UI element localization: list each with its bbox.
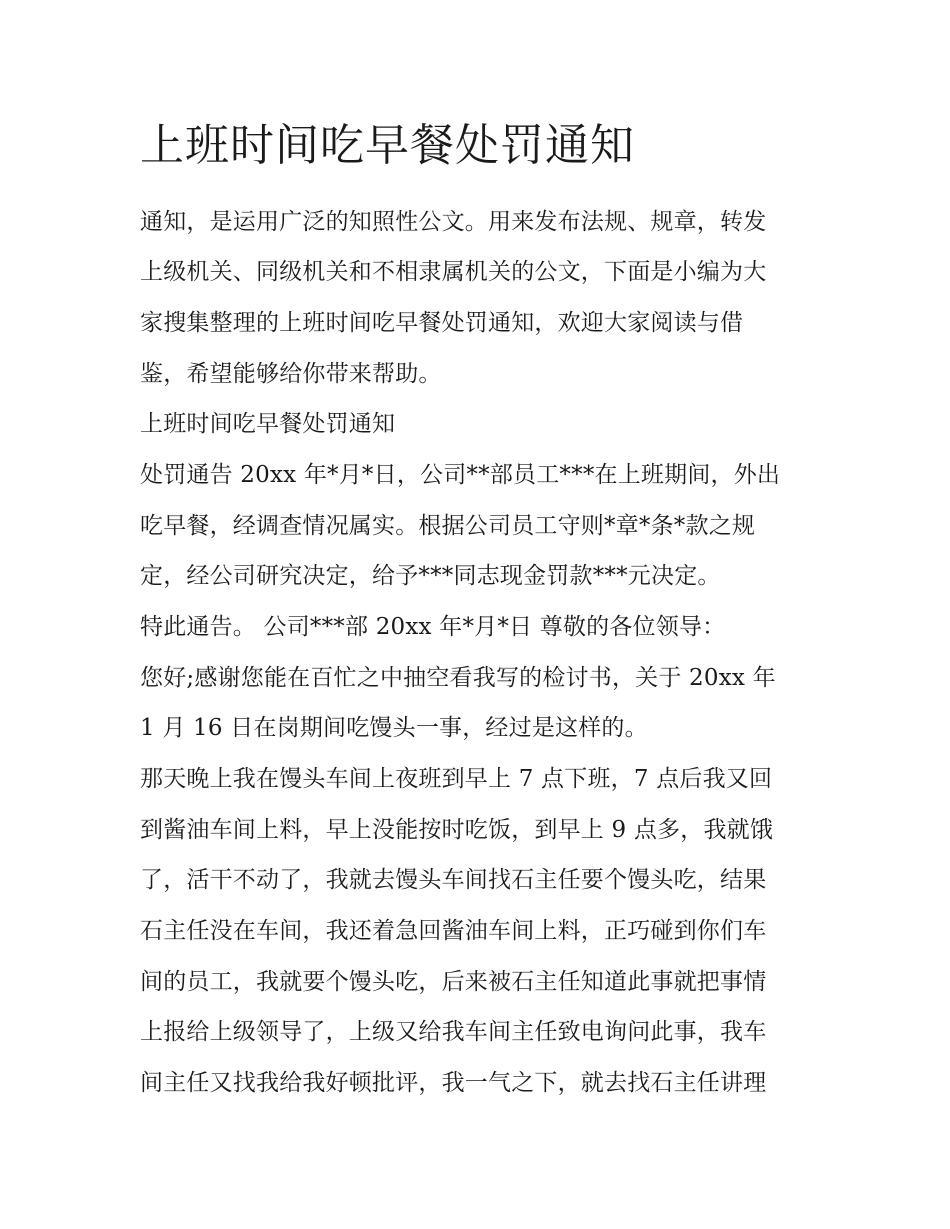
paragraph-line: 了，活干不动了，我就去馒头车间找石主任要个馒头吃，结果 xyxy=(140,867,767,893)
document-title: 上班时间吃早餐处罚通知 xyxy=(140,120,635,171)
paragraph-line: 间的员工，我就要个馒头吃，后来被石主任知道此事就把事情 xyxy=(140,969,767,995)
paragraph-line: 您好;感谢您能在百忙之中抽空看我写的检讨书，关于 20xx 年 xyxy=(140,665,776,691)
paragraph-line: 上报给上级领导了，上级又给我车间主任致电询问此事，我车 xyxy=(140,1019,767,1045)
paragraph-line: 通知，是运用广泛的知照性公文。用来发布法规、规章，转发 xyxy=(140,209,767,235)
paragraph-line: 处罚通告 20xx 年*月*日，公司**部员工***在上班期间，外出 xyxy=(140,462,781,488)
paragraph-line: 家搜集整理的上班时间吃早餐处罚通知，欢迎大家阅读与借 xyxy=(140,310,744,336)
paragraph-line: 到酱油车间上料，早上没能按时吃饭，到早上 9 点多，我就饿 xyxy=(140,817,774,843)
paragraph-line: 定，经公司研究决定，给予***同志现金罚款***元决定。 xyxy=(140,563,721,589)
section-heading: 上班时间吃早餐处罚通知 xyxy=(140,411,396,437)
paragraph-line: 1 月 16 日在岗期间吃馒头一事，经过是这样的。 xyxy=(140,715,648,741)
paragraph-line: 石主任没在车间，我还着急回酱油车间上料，正巧碰到你们车 xyxy=(140,918,767,944)
paragraph-line: 特此通告。 公司***部 20xx 年*月*日 尊敬的各位领导： xyxy=(140,614,726,640)
paragraph-line: 间主任又找我给我好顿批评，我一气之下，就去找石主任讲理 xyxy=(140,1070,767,1096)
paragraph-line: 那天晚上我在馒头车间上夜班到早上 7 点下班，7 点后我又回 xyxy=(140,766,773,792)
paragraph-line: 鉴，希望能够给你带来帮助。 xyxy=(140,361,442,387)
paragraph-line: 上级机关、同级机关和不相隶属机关的公文，下面是小编为大 xyxy=(140,259,767,285)
paragraph-line: 吃早餐，经调查情况属实。根据公司员工守则*章*条*款之规 xyxy=(140,513,756,539)
